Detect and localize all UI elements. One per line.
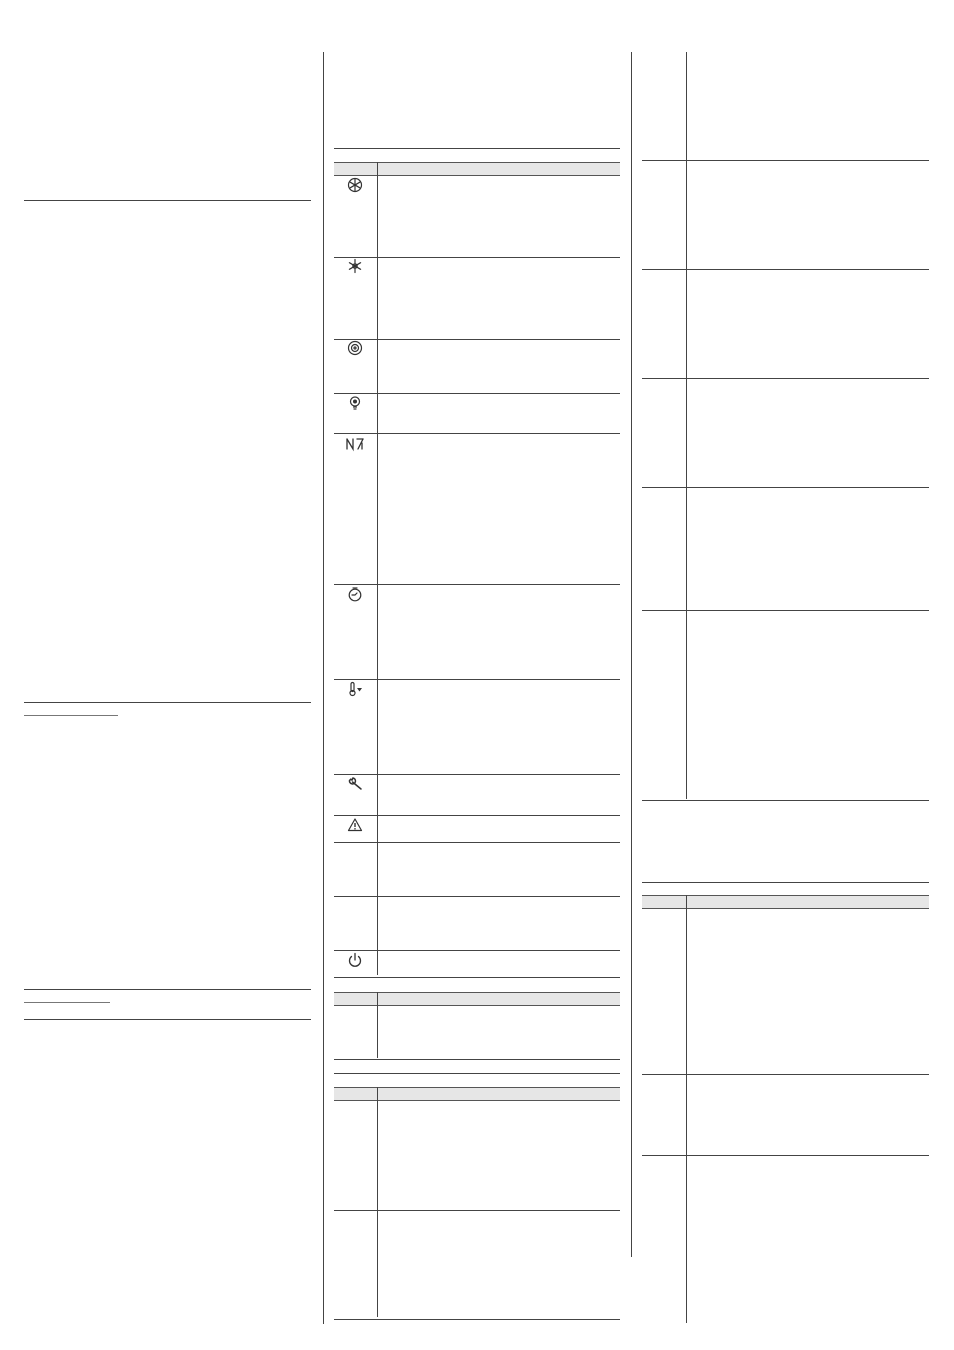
section-rule xyxy=(24,989,311,990)
defrost-snowflake-icon xyxy=(347,258,363,274)
table-row-divider xyxy=(334,1210,620,1211)
clock-icon xyxy=(347,586,363,602)
table-row-divider xyxy=(642,160,929,161)
table-column-divider xyxy=(686,895,687,1323)
table-row-divider xyxy=(334,339,620,340)
table-row-divider xyxy=(334,774,620,775)
mode-switch-icon xyxy=(345,436,365,452)
table-row-divider xyxy=(642,487,929,488)
table-row-divider xyxy=(334,679,620,680)
light-bulb-icon xyxy=(347,395,363,411)
table-row-divider xyxy=(334,393,620,394)
table-row-divider xyxy=(642,1155,929,1156)
table-row-divider xyxy=(334,842,620,843)
section-rule xyxy=(24,200,311,201)
table-bottom-rule xyxy=(334,977,620,978)
table-column-divider xyxy=(377,1087,378,1317)
warning-icon xyxy=(347,817,363,833)
table-row-divider xyxy=(334,950,620,951)
thermometer-down-icon xyxy=(347,681,363,697)
section-rule xyxy=(24,1019,311,1020)
section-rule xyxy=(642,882,929,883)
power-icon xyxy=(347,952,363,968)
wrench-icon xyxy=(347,776,363,792)
table-row-divider xyxy=(334,433,620,434)
table-row-divider xyxy=(642,1074,929,1075)
table-bottom-rule xyxy=(334,1059,620,1060)
table-row-divider xyxy=(334,584,620,585)
table-row-divider xyxy=(334,896,620,897)
table-column-divider xyxy=(377,992,378,1058)
table-row-divider xyxy=(334,257,620,258)
heading-underline xyxy=(24,1002,110,1003)
table-row-divider xyxy=(642,378,929,379)
table-bottom-rule xyxy=(642,800,929,801)
table-bottom-rule xyxy=(334,1319,620,1320)
section-rule xyxy=(24,702,311,703)
table-column-divider xyxy=(377,162,378,975)
section-rule xyxy=(334,1073,620,1074)
column-divider-left xyxy=(323,52,324,1324)
section-rule xyxy=(334,148,620,149)
column-divider-right xyxy=(631,52,632,1257)
table-row-divider xyxy=(642,610,929,611)
heading-underline xyxy=(24,715,118,716)
fan-icon xyxy=(347,340,363,356)
snowflake-icon xyxy=(347,177,363,193)
table-column-divider xyxy=(686,52,687,799)
table-row-divider xyxy=(334,815,620,816)
table-row-divider xyxy=(642,269,929,270)
